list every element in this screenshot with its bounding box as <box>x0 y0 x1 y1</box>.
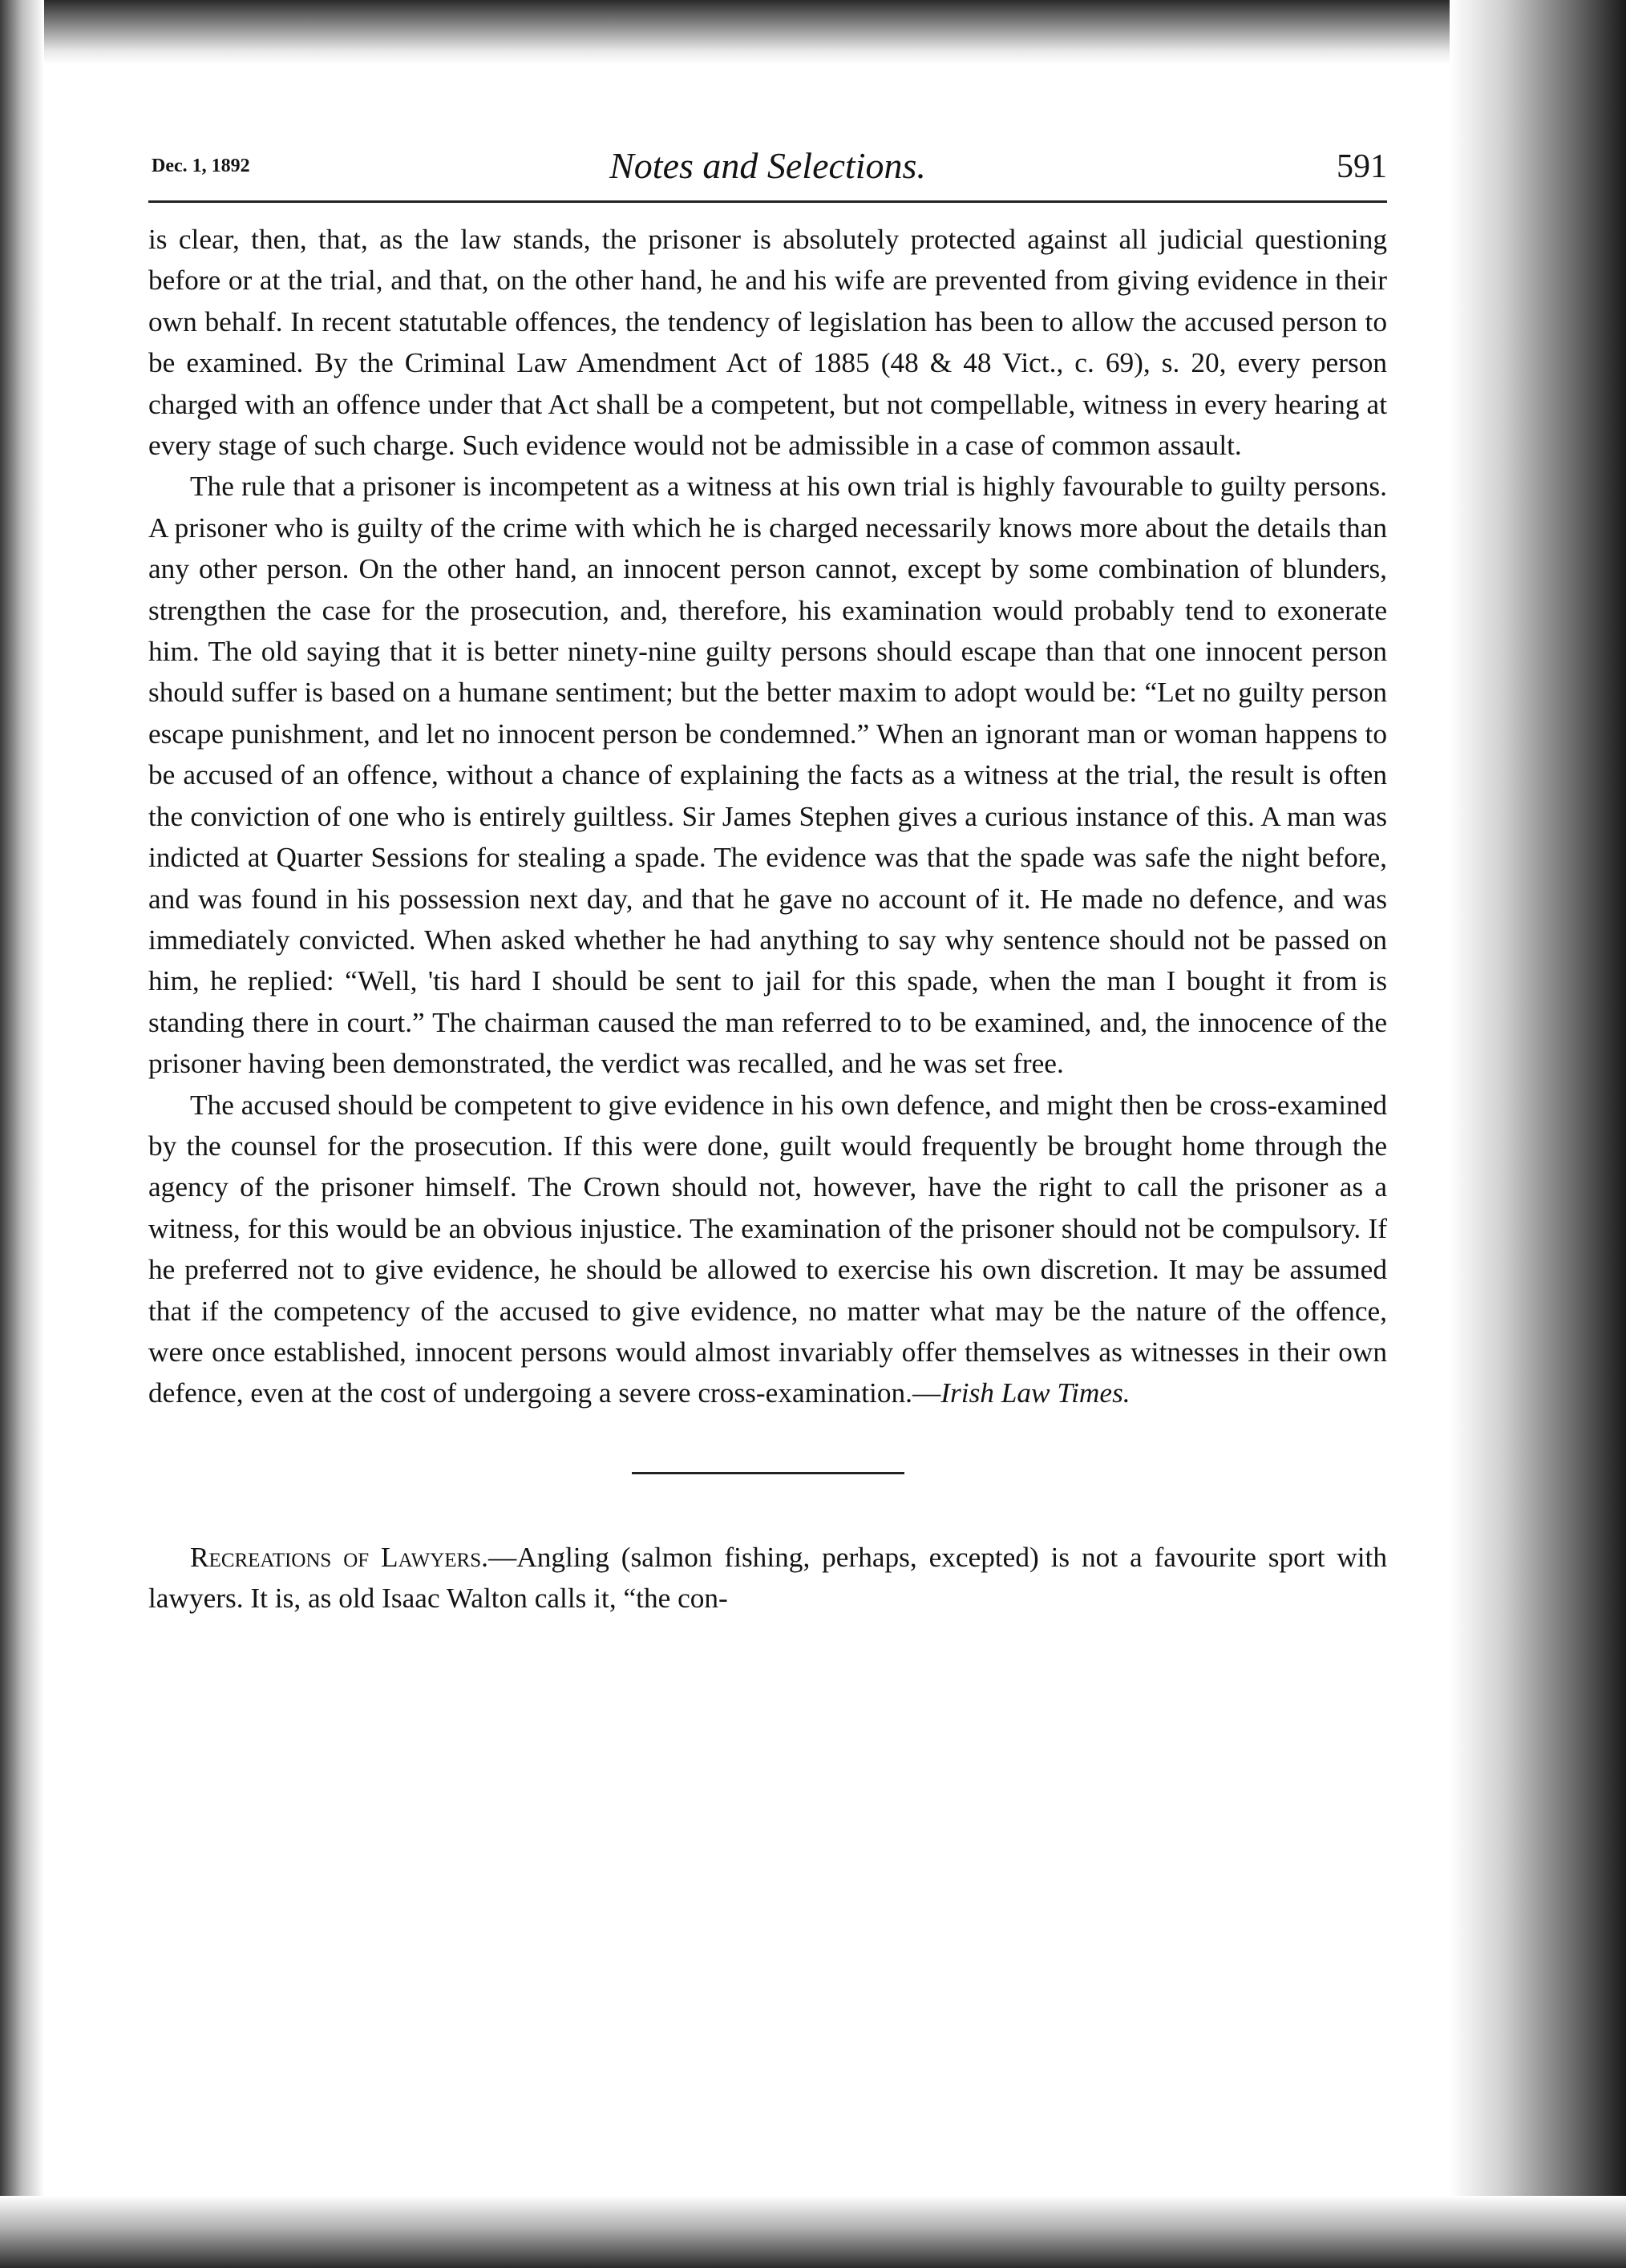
next-article-paragraph <box>148 1537 1387 1619</box>
header-date: Dec. 1, 1892 <box>152 156 250 176</box>
next-article-heading: Recreations of Lawyers. <box>190 1541 488 1573</box>
next-article-text: —Angling (salmon fishing, perhaps, excepted) is not a favourite sport with lawyers. It is, as old Isaac Walton calls it, “the con- <box>148 1541 1387 1615</box>
running-head <box>148 144 1387 203</box>
page <box>148 144 1387 1619</box>
scan-border-left <box>0 0 44 2268</box>
header-title: Notes and Selections. <box>609 145 926 186</box>
article-body <box>148 219 1387 1619</box>
section-divider <box>632 1472 904 1474</box>
paragraph-1: is clear, then, that, as the law stands, the prisoner is absolutely protected against all judicial questioning before or at the trial, and that, on the other hand, he and his wife are prevented from giving evidence in their own behalf. In recent statutable offences, the tendency of legislation has been to allow the accused person to be examined. By the Criminal Law Amendment Act of 1885 (48 & 48 Vict., c. 69), s. 20, every person charged with an offence under that Act shall be a competent, but not compellable, witness in every hearing at every stage of such charge. Such evidence would not be admissible in a case of common assault. <box>148 224 1387 462</box>
source-citation: Irish Law Times. <box>940 1377 1131 1409</box>
scan-border-right <box>1450 0 1626 2268</box>
page-number: 591 <box>1337 148 1387 185</box>
paragraph-2: The rule that a prisoner is incompetent as a witness at his own trial is highly favourable to guilty persons. A prisoner who is guilty of the crime with which he is charged necessarily knows more about the details than any other person. On the other hand, an innocent person cannot, except by some combination of blunders, strengthen the case for the prosecution, and, therefore, his examination would probably tend to exonerate him. The old saying that it is better ninety-nine guilty persons should escape than that one innocent person should suffer is based on a humane sentiment; but the better maxim to adopt would be: “Let no guilty person escape punishment, and let no innocent person be condemned.” When an ignorant man or woman happens to be accused of an offence, without a chance of explaining the facts as a witness at the trial, the result is often the conviction of one who is entirely guiltless. Sir James Stephen gives a curious instance of this. A man was indicted at Quarter Sessions for stealing a spade. The evidence was that the spade was safe the night before, and was found in his possession next day, and that he gave no account of it. He made no defence, and was immediately convicted. When asked whether he had anything to say why sentence should not be passed on him, he replied: “Well, 'tis hard I should be sent to jail for this spade, when the man I bought it from is standing there in court.” The chairman caused the man referred to to be examined, and, the innocence of the prisoner having been demonstrated, the verdict was recalled, and he was set free. <box>148 471 1387 1080</box>
scan-border-bottom <box>0 2196 1626 2268</box>
paragraph-3 <box>148 1085 1387 1414</box>
scan-border-top <box>0 0 1626 64</box>
paragraph-3-text: The accused should be competent to give evidence in his own defence, and might then be cross-examined by the counsel for the prosecution. If this were done, guilt would frequently be brought home through the agency of the prisoner himself. The Crown should not, however, have the right to call the prisoner as a witness, for this would be an obvious injustice. The examination of the prisoner should not be compulsory. If he preferred not to give evidence, he should be allowed to exercise his own discretion. It may be assumed that if the competency of the accused to give evidence, no matter what may be the nature of the offence, were once established, innocent persons would almost invariably offer themselves as witnesses in their own defence, even at the cost of undergoing a severe cross-examination.— <box>148 1089 1387 1409</box>
